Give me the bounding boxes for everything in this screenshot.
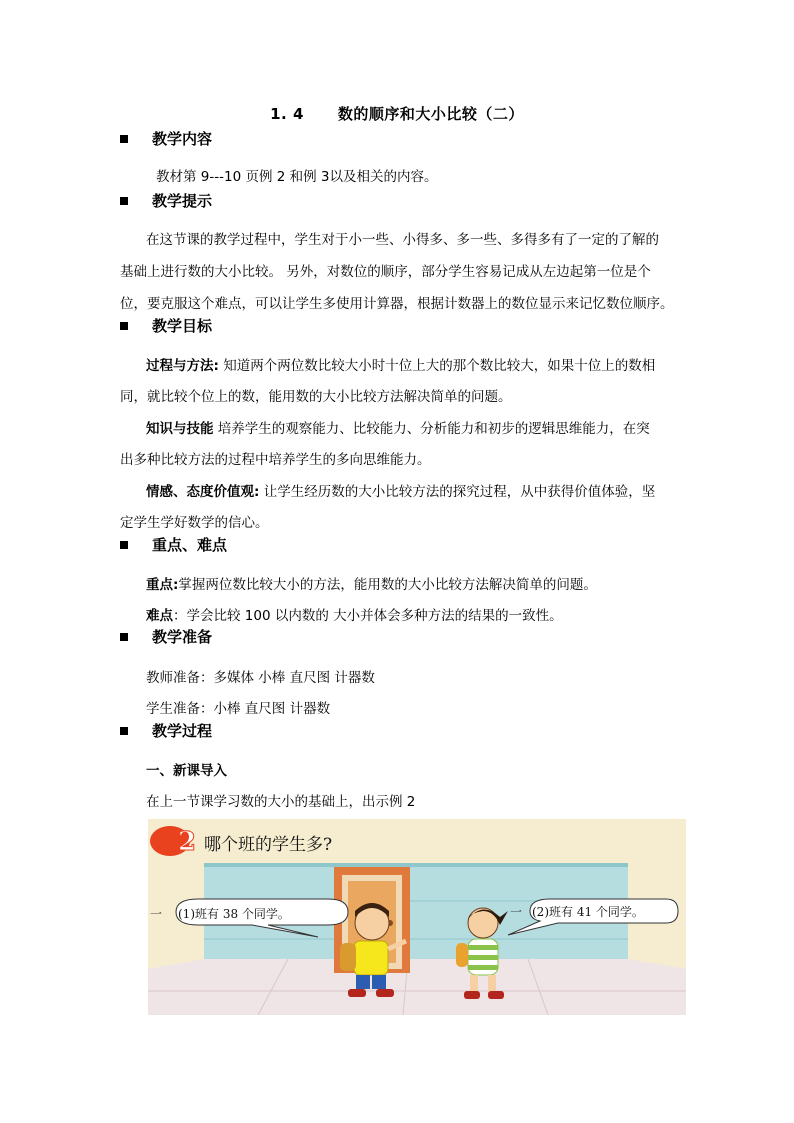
difficult-point xyxy=(146,604,563,624)
square-bullet-icon xyxy=(120,727,128,735)
heading-text: 重点、难点 xyxy=(152,536,228,554)
square-bullet-icon xyxy=(120,197,128,205)
teacher-prep: 教师准备：多媒体 小棒 直尺图 计器数 xyxy=(146,670,375,686)
heading-text: 教学目标 xyxy=(152,317,213,335)
heading-text: 教学提示 xyxy=(152,192,213,210)
square-bullet-icon xyxy=(120,322,128,330)
goal-3-line-1 xyxy=(146,480,655,500)
heading-tips xyxy=(120,191,212,211)
heading-key xyxy=(120,535,227,555)
difficult-label: 难点 xyxy=(146,608,173,624)
goal-2-line-2: 出多种比较方法的过程中培养学生的多向思维能力。 xyxy=(120,452,431,468)
student-prep: 学生准备：小棒 直尺图 计器数 xyxy=(146,701,331,717)
goal-1-label: 过程与方法: xyxy=(146,358,219,374)
key-text: 掌握两位数比较大小的方法，能用数的大小比较方法解决简单的问题。 xyxy=(178,577,597,593)
goal-3-label: 情感、态度价值观: xyxy=(146,484,260,500)
goal-1-text: 知道两个两位数比较大小时十位上大的那个数比较大，如果十位上的数相 xyxy=(218,358,656,374)
square-bullet-icon xyxy=(120,633,128,641)
content-text: 教材第 9---10 页例 2 和例 3以及相关的内容。 xyxy=(156,169,438,185)
tips-line-3: 位，要克服这个难点，可以让学生多使用计算器，根据计数器上的数位显示来记忆数位顺序。 xyxy=(120,296,674,312)
subheading-intro: 一、新课导入 xyxy=(146,763,227,779)
left-bubble-text: (1)班有 38 个同学。 xyxy=(178,907,290,921)
goal-1-line-1 xyxy=(146,354,655,374)
process-text: 在上一节课学习数的大小的基础上，出示例 2 xyxy=(146,794,416,810)
question-text: 哪个班的学生多? xyxy=(204,835,333,855)
key-point xyxy=(146,573,597,593)
heading-prep xyxy=(120,627,212,647)
section-number: 1. 4 xyxy=(270,105,304,123)
goal-1-line-2: 同，就比较个位上的数，能用数的大小比较方法解决简单的问题。 xyxy=(120,389,512,405)
goal-2-line-1 xyxy=(146,417,650,437)
heading-text: 教学过程 xyxy=(152,722,213,740)
floor xyxy=(148,959,686,1015)
badge-number: 2 xyxy=(178,827,197,857)
heading-text: 教学准备 xyxy=(152,628,213,646)
goal-3-line-2: 定学生学好数学的信心。 xyxy=(120,515,269,531)
right-bubble-dash: 一 xyxy=(510,905,523,919)
square-bullet-icon xyxy=(120,135,128,143)
tips-line-2: 基础上进行数的大小比较。 另外，对数位的顺序，部分学生容易记成从左边起第一位是个 xyxy=(120,264,651,280)
left-bubble-dash: 一 xyxy=(150,907,163,921)
example-2-illustration xyxy=(148,819,686,1015)
heading-process xyxy=(120,721,212,741)
heading-content xyxy=(120,129,212,149)
goal-2-label: 知识与技能 xyxy=(146,421,214,437)
goal-2-text: 培养学生的观察能力、比较能力、分析能力和初步的逻辑思维能力，在突 xyxy=(213,421,650,437)
goal-3-text: 让学生经历数的大小比较方法的探究过程，从中获得价值体验，坚 xyxy=(259,484,656,500)
tips-line-1: 在这节课的教学过程中，学生对于小一些、小得多、多一些、多得多有了一定的了解的 xyxy=(146,232,659,248)
difficult-text: ：学会比较 100 以内数的 大小并体会多种方法的结果的一致性。 xyxy=(173,608,563,624)
key-label: 重点: xyxy=(146,577,179,593)
heading-text: 教学内容 xyxy=(152,130,213,148)
right-bubble-text: (2)班有 41 个同学。 xyxy=(532,905,644,919)
page-title xyxy=(0,103,794,124)
illustration-svg xyxy=(148,819,686,1015)
square-bullet-icon xyxy=(120,541,128,549)
title-text: 数的顺序和大小比较（二） xyxy=(337,105,524,123)
heading-goals xyxy=(120,316,212,336)
